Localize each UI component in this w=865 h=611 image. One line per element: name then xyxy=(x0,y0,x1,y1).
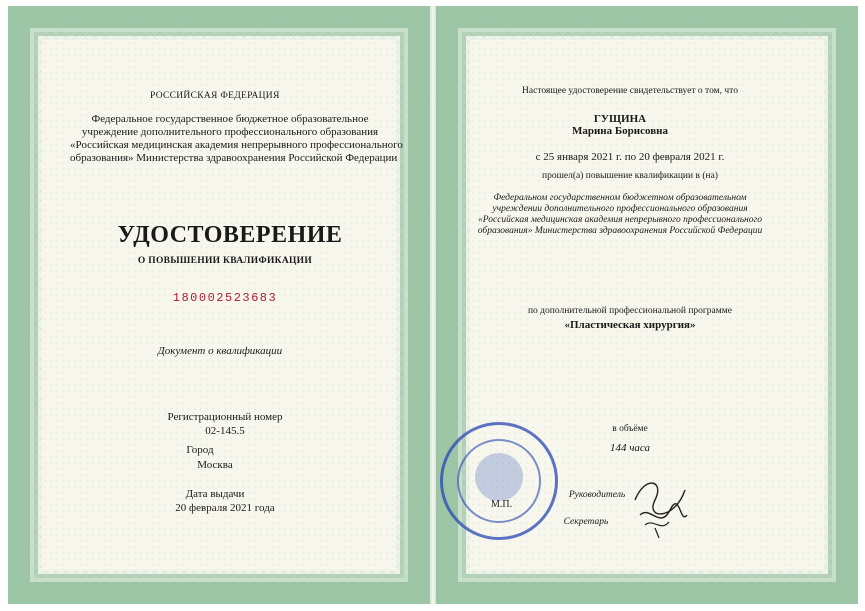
coat-of-arms-emblem xyxy=(475,453,523,501)
country-label: РОССИЙСКАЯ ФЕДЕРАЦИЯ xyxy=(150,91,280,101)
program-name: «Пластическая хирургия» xyxy=(564,319,696,331)
city-label: Город xyxy=(186,444,214,456)
volume-label: в объёме xyxy=(612,424,648,434)
signatures-icon xyxy=(625,470,695,540)
institution-line-1: Федеральном государственном бюджетном образовательном xyxy=(493,193,747,203)
registration-number: 02-145.5 xyxy=(205,425,245,437)
issue-date-label: Дата выдачи xyxy=(185,488,245,500)
study-period: с 25 января 2021 г. по 20 февраля 2021 г. xyxy=(535,151,725,163)
org-line-4: образования» Министерства здравоохранения Российской Федерации xyxy=(70,152,398,164)
stamp-mark: М.П. xyxy=(491,499,513,510)
registration-label: Регистрационный номер xyxy=(167,411,283,423)
official-seal xyxy=(440,422,558,540)
document-subtitle: О ПОВЫШЕНИИ КВАЛИФИКАЦИИ xyxy=(137,256,313,266)
program-label: по дополнительной профессиональной программе xyxy=(527,306,733,316)
intro-text: Настоящее удостоверение свидетельствует о том, что xyxy=(522,86,738,96)
serial-number: 180002523683 xyxy=(172,291,278,305)
org-line-3: «Российская медицинская академия непрерывного профессионального xyxy=(70,139,403,151)
document-type: Документ о квалификации xyxy=(157,345,283,357)
institution-line-4: образования» Министерства здравоохранения Российской Федерации xyxy=(477,226,763,236)
secretary-label: Секретарь xyxy=(563,517,609,527)
holder-name: Марина Борисовна xyxy=(571,125,669,137)
institution-line-3: «Российская медицинская академия непрерывного профессионального xyxy=(478,215,762,225)
volume-value: 144 часа xyxy=(609,442,651,454)
city-value: Москва xyxy=(197,459,233,471)
passed-text: прошел(а) повышение квалификации в (на) xyxy=(542,171,718,181)
holder-surname: ГУЩИНА xyxy=(593,113,647,125)
institution-line-2: учреждении дополнительного профессионального образования xyxy=(492,204,748,214)
document-title: УДОСТОВЕРЕНИЕ xyxy=(117,222,343,248)
issue-date-value: 20 февраля 2021 года xyxy=(175,502,275,514)
org-line-2: учреждение дополнительного профессионального образования xyxy=(81,126,379,138)
org-line-1: Федеральное государственное бюджетное образовательное xyxy=(91,113,369,125)
head-label: Руководитель xyxy=(568,490,626,500)
